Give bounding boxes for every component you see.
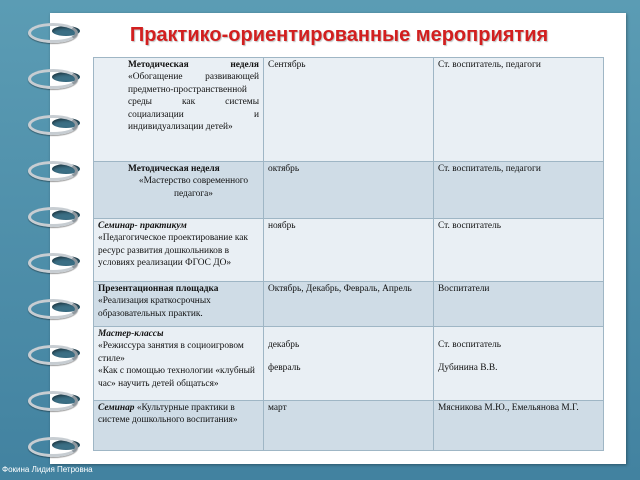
date-value: февраль	[268, 363, 301, 374]
event-type: Мастер-классы	[98, 329, 164, 339]
event-description: «Мастерство современного педагога»	[138, 176, 249, 199]
responsible-cell: Ст. воспитатель	[434, 219, 604, 282]
responsible-cell: Ст. воспитатель, педагоги	[434, 58, 604, 162]
event-cell	[94, 282, 264, 327]
event-cell	[94, 401, 264, 451]
responsible-cell: Ст. воспитатель, педагоги	[434, 162, 604, 219]
binder-ring	[22, 252, 90, 270]
event-description: «Педагогическое проектирование как ресурс развития дошкольников в условиях реализации ФГОС ДО»	[98, 233, 248, 269]
date-value: декабрь	[268, 340, 300, 350]
event-cell	[94, 58, 264, 162]
binder-ring	[22, 68, 90, 86]
page-title: Практико-ориентированные мероприятия	[129, 24, 549, 46]
responsible-cell: Воспитатели	[434, 282, 604, 327]
notebook-binding	[0, 0, 100, 480]
event-description: «Обогащение развивающей предметно-пространственной среды как системы социализации и индивидуализации детей»	[128, 72, 259, 133]
responsible-value: Дубинина В.В.	[438, 363, 498, 374]
event-cell	[94, 162, 264, 219]
binder-ring	[22, 298, 90, 316]
binder-ring	[22, 114, 90, 132]
event-type: Методическая неделя	[128, 60, 259, 70]
table-row	[94, 282, 604, 327]
binder-ring	[22, 206, 90, 224]
event-type: Семинар	[98, 403, 135, 413]
responsible-value: Ст. воспитатель	[438, 340, 502, 350]
date-cell: ноябрь	[264, 219, 434, 282]
event-description: «Реализация краткосрочных образовательных практик.	[98, 296, 211, 319]
table-row	[94, 401, 604, 451]
event-description: «Режиссура занятия в социоигровом стиле»	[98, 341, 244, 364]
binder-ring	[22, 436, 90, 454]
event-description: «Как с помощью технологии «клубный час» научить детей общаться»	[98, 366, 255, 389]
event-type: Презентационная площадка	[98, 284, 219, 294]
date-cell: Сентябрь	[264, 58, 434, 162]
binder-ring	[22, 344, 90, 362]
responsible-cell: Мясникова М.Ю., Емельянова М.Г.	[434, 401, 604, 451]
binder-ring	[22, 160, 90, 178]
table-row	[94, 327, 604, 401]
responsible-cell	[434, 327, 604, 401]
date-cell: Октябрь, Декабрь, Февраль, Апрель	[264, 282, 434, 327]
date-cell: октябрь	[264, 162, 434, 219]
author-footer: Фокина Лидия Петровна	[2, 465, 93, 474]
binder-ring	[22, 390, 90, 408]
date-cell	[264, 327, 434, 401]
table-row	[94, 58, 604, 162]
event-type: Семинар- практикум	[98, 221, 187, 231]
events-table	[93, 57, 604, 451]
table-row	[94, 219, 604, 282]
event-type: Методическая неделя	[128, 164, 220, 174]
event-description: «Культурные практики в системе дошкольного воспитания»	[98, 403, 238, 426]
event-cell	[94, 327, 264, 401]
date-cell: март	[264, 401, 434, 451]
table-row	[94, 162, 604, 219]
event-cell	[94, 219, 264, 282]
